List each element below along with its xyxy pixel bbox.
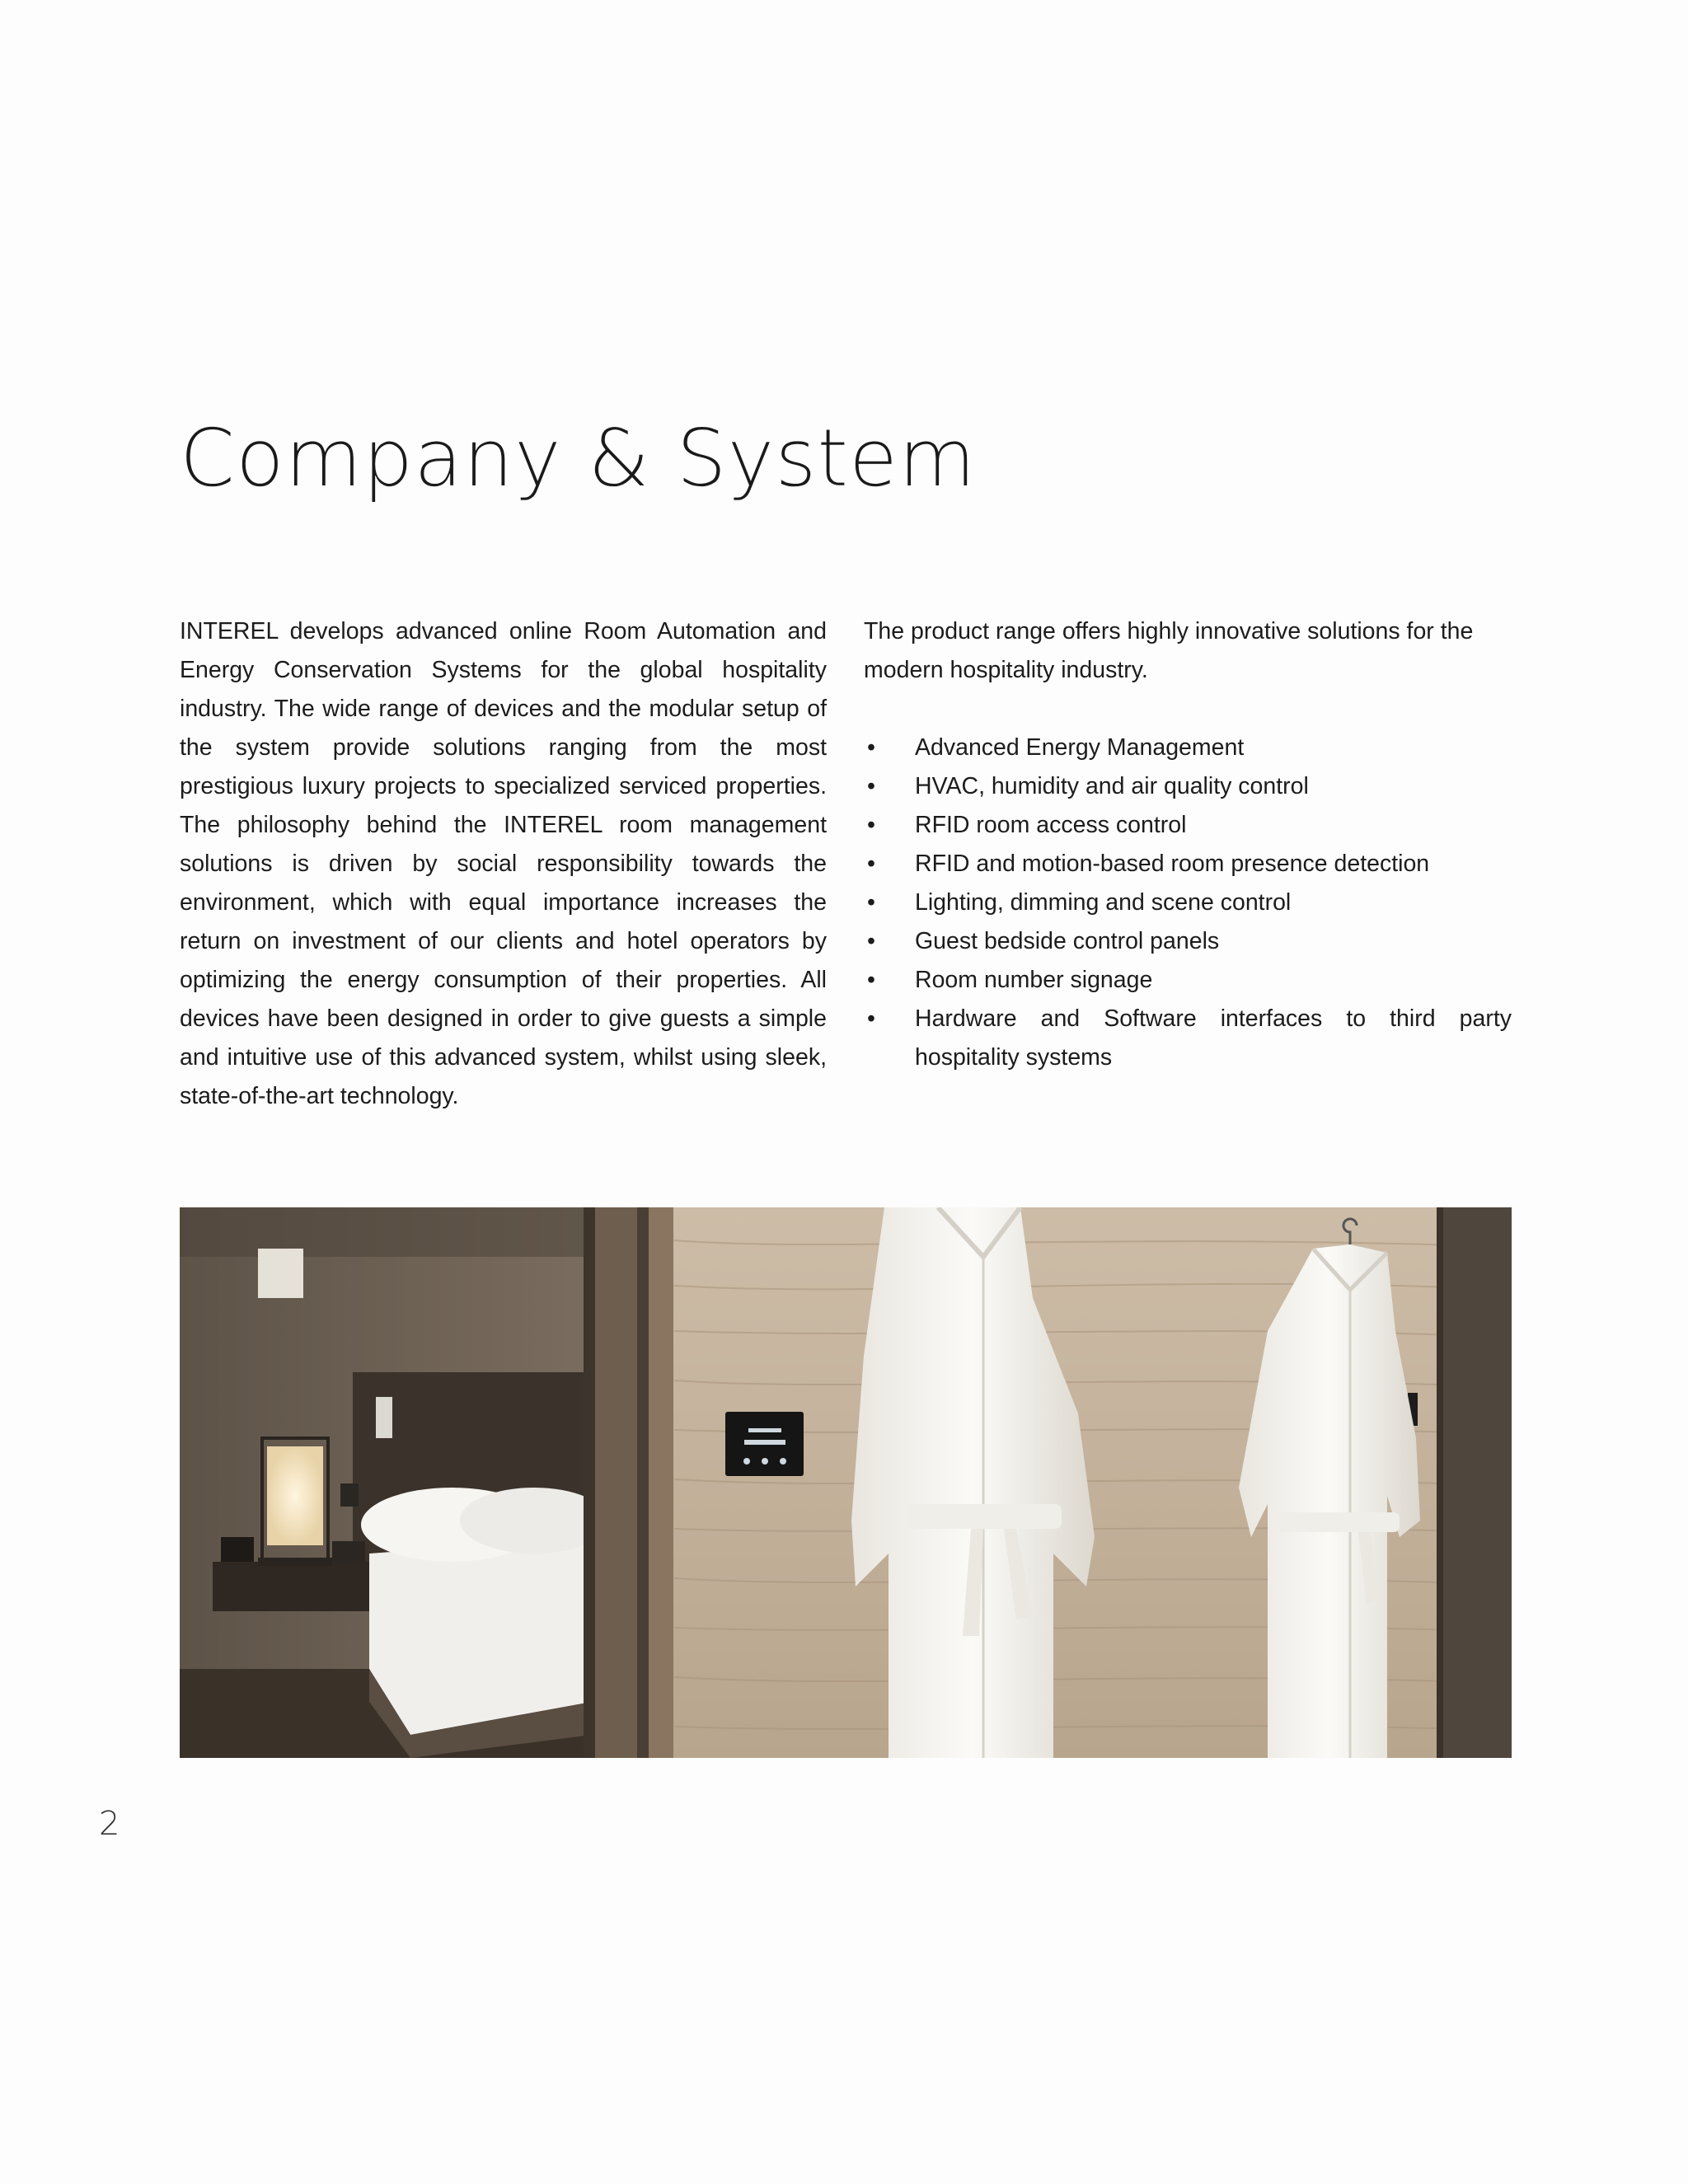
bed-linen: [369, 1537, 592, 1735]
bullet-icon: •: [867, 851, 875, 877]
page-title: Company & System: [180, 412, 977, 504]
list-item: • RFID and motion-based room presence detection: [864, 845, 1512, 883]
bedside-alarm-clock: [221, 1537, 254, 1562]
wood-panel: [649, 1207, 673, 1758]
list-item: • Lighting, dimming and scene control: [864, 883, 1512, 922]
bedside-phone: [332, 1541, 365, 1562]
hotel-room-illustration: [180, 1207, 1512, 1758]
bedroom-ceiling-shadow: [180, 1207, 592, 1257]
right-door-edge: [1437, 1207, 1443, 1758]
nightstand: [213, 1562, 386, 1611]
list-item: • Room number signage: [864, 961, 1512, 1000]
lamp-shade: [267, 1446, 323, 1545]
bullet-icon: •: [867, 773, 875, 799]
page-number: 2: [99, 1805, 120, 1843]
list-item: • Hardware and Software interfaces to third party hospitality systems: [864, 1000, 1512, 1077]
door-edge: [637, 1207, 649, 1758]
lamp-base: [258, 1558, 332, 1566]
list-item: • Advanced Energy Management: [864, 729, 1512, 767]
feature-list: [864, 729, 1512, 1077]
bullet-icon: •: [867, 928, 875, 954]
right-dark-edge: [1441, 1207, 1512, 1758]
hotel-room-photo: [180, 1207, 1512, 1758]
list-item: • Guest bedside control panels: [864, 922, 1512, 961]
product-range-column: [864, 612, 1512, 1077]
bullet-icon: •: [867, 967, 875, 993]
list-item: • HVAC, humidity and air quality control: [864, 767, 1512, 806]
bullet-icon: •: [867, 734, 875, 761]
bullet-icon: •: [867, 812, 875, 838]
bullet-icon: •: [867, 1005, 875, 1032]
product-range-intro: The product range offers highly innovative solutions for the modern hospitality industry.: [864, 618, 1474, 683]
company-description: INTEREL develops advanced online Room Automation and Energy Conservation Systems for the global hospitality industry. The wide range of devices and the modular setup of the system provide solutions ranging from the most prestigious luxury projects to specialized serviced properties. The philosophy behind the INTEREL room management solutions is driven by social responsibility towards the environment, which with equal importance increases the return on investment of our clients and hotel operators by optimizing the energy consumption of their properties. All devices have been designed in order to give guests a simple and intuitive use of this advanced system, whilst using sleek, state-of-the-art technology.: [180, 618, 827, 1109]
bullet-icon: •: [867, 889, 875, 916]
door-frame: [584, 1207, 595, 1758]
wall-vent: [258, 1249, 303, 1298]
bedside-control-panel: [376, 1397, 392, 1438]
list-item: • RFID room access control: [864, 806, 1512, 845]
wall-light-switch: [340, 1483, 359, 1507]
